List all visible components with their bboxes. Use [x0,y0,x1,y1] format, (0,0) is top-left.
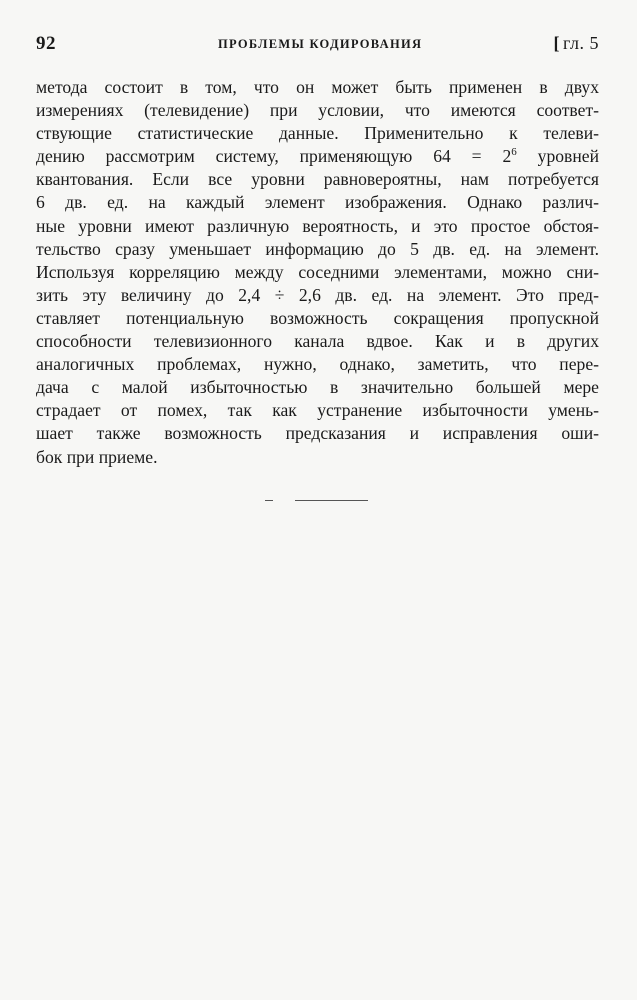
text-line-with-formula [36,145,599,168]
text-line: аналогичных проблемах, нужно, однако, заметить, что пере- [36,354,599,375]
text-line: ные уровни имеют различную вероятность, и это простое обстоя- [36,215,599,236]
rule-dash [265,500,273,501]
formula-exponent: 6 [511,146,517,159]
text-line: дача с малой избыточностью в значительно большей мере [36,377,599,398]
chapter-reference [554,33,599,54]
formula: $64 = 2^6$ [433,146,517,167]
section-end-rule [265,500,368,503]
text-line: измерениях (телевидение) при условии, что имеются соответ- [36,100,599,121]
rule-dash [295,500,368,501]
text-line: ставляет потенциальную возможность сокращения пропускной [36,307,599,328]
chapter-bracket: [ [553,33,561,53]
text-segment: дению рассмотрим систему, применяющую [36,146,413,167]
body-paragraph [36,76,599,469]
text-segment: уровней [537,146,599,167]
text-line: бок при приеме. [36,446,158,467]
text-line: способности телевизионного канала вдвое. Как и в других [36,331,599,352]
running-title: ПРОБЛЕМЫ КОДИРОВАНИЯ [218,37,423,51]
text-line: зить эту величину до 2,4 ÷ 2,6 дв. ед. на элемент. Это пред- [36,284,599,305]
text-line: ствующие статистические данные. Применительно к телеви- [36,123,599,144]
page-header [36,33,599,55]
text-line: метода состоит в том, что он может быть применен в двух [36,77,599,97]
text-line: шает также возможность предсказания и исправления оши- [36,423,599,444]
page-number: 92 [36,33,56,54]
text-line: 6 дв. ед. на каждый элемент изображения. Однако различ- [36,192,599,213]
text-line: тельство сразу уменьшает информацию до 5 дв. ед. на элемент. [36,238,599,259]
text-line: Используя корреляцию между соседними элементами, можно сни- [36,261,599,282]
chapter-label: гл. 5 [563,33,599,53]
text-line: квантования. Если все уровни равновероятны, нам потребуется [36,169,599,190]
text-line: страдает от помех, так как устранение избыточности умень- [36,400,599,421]
